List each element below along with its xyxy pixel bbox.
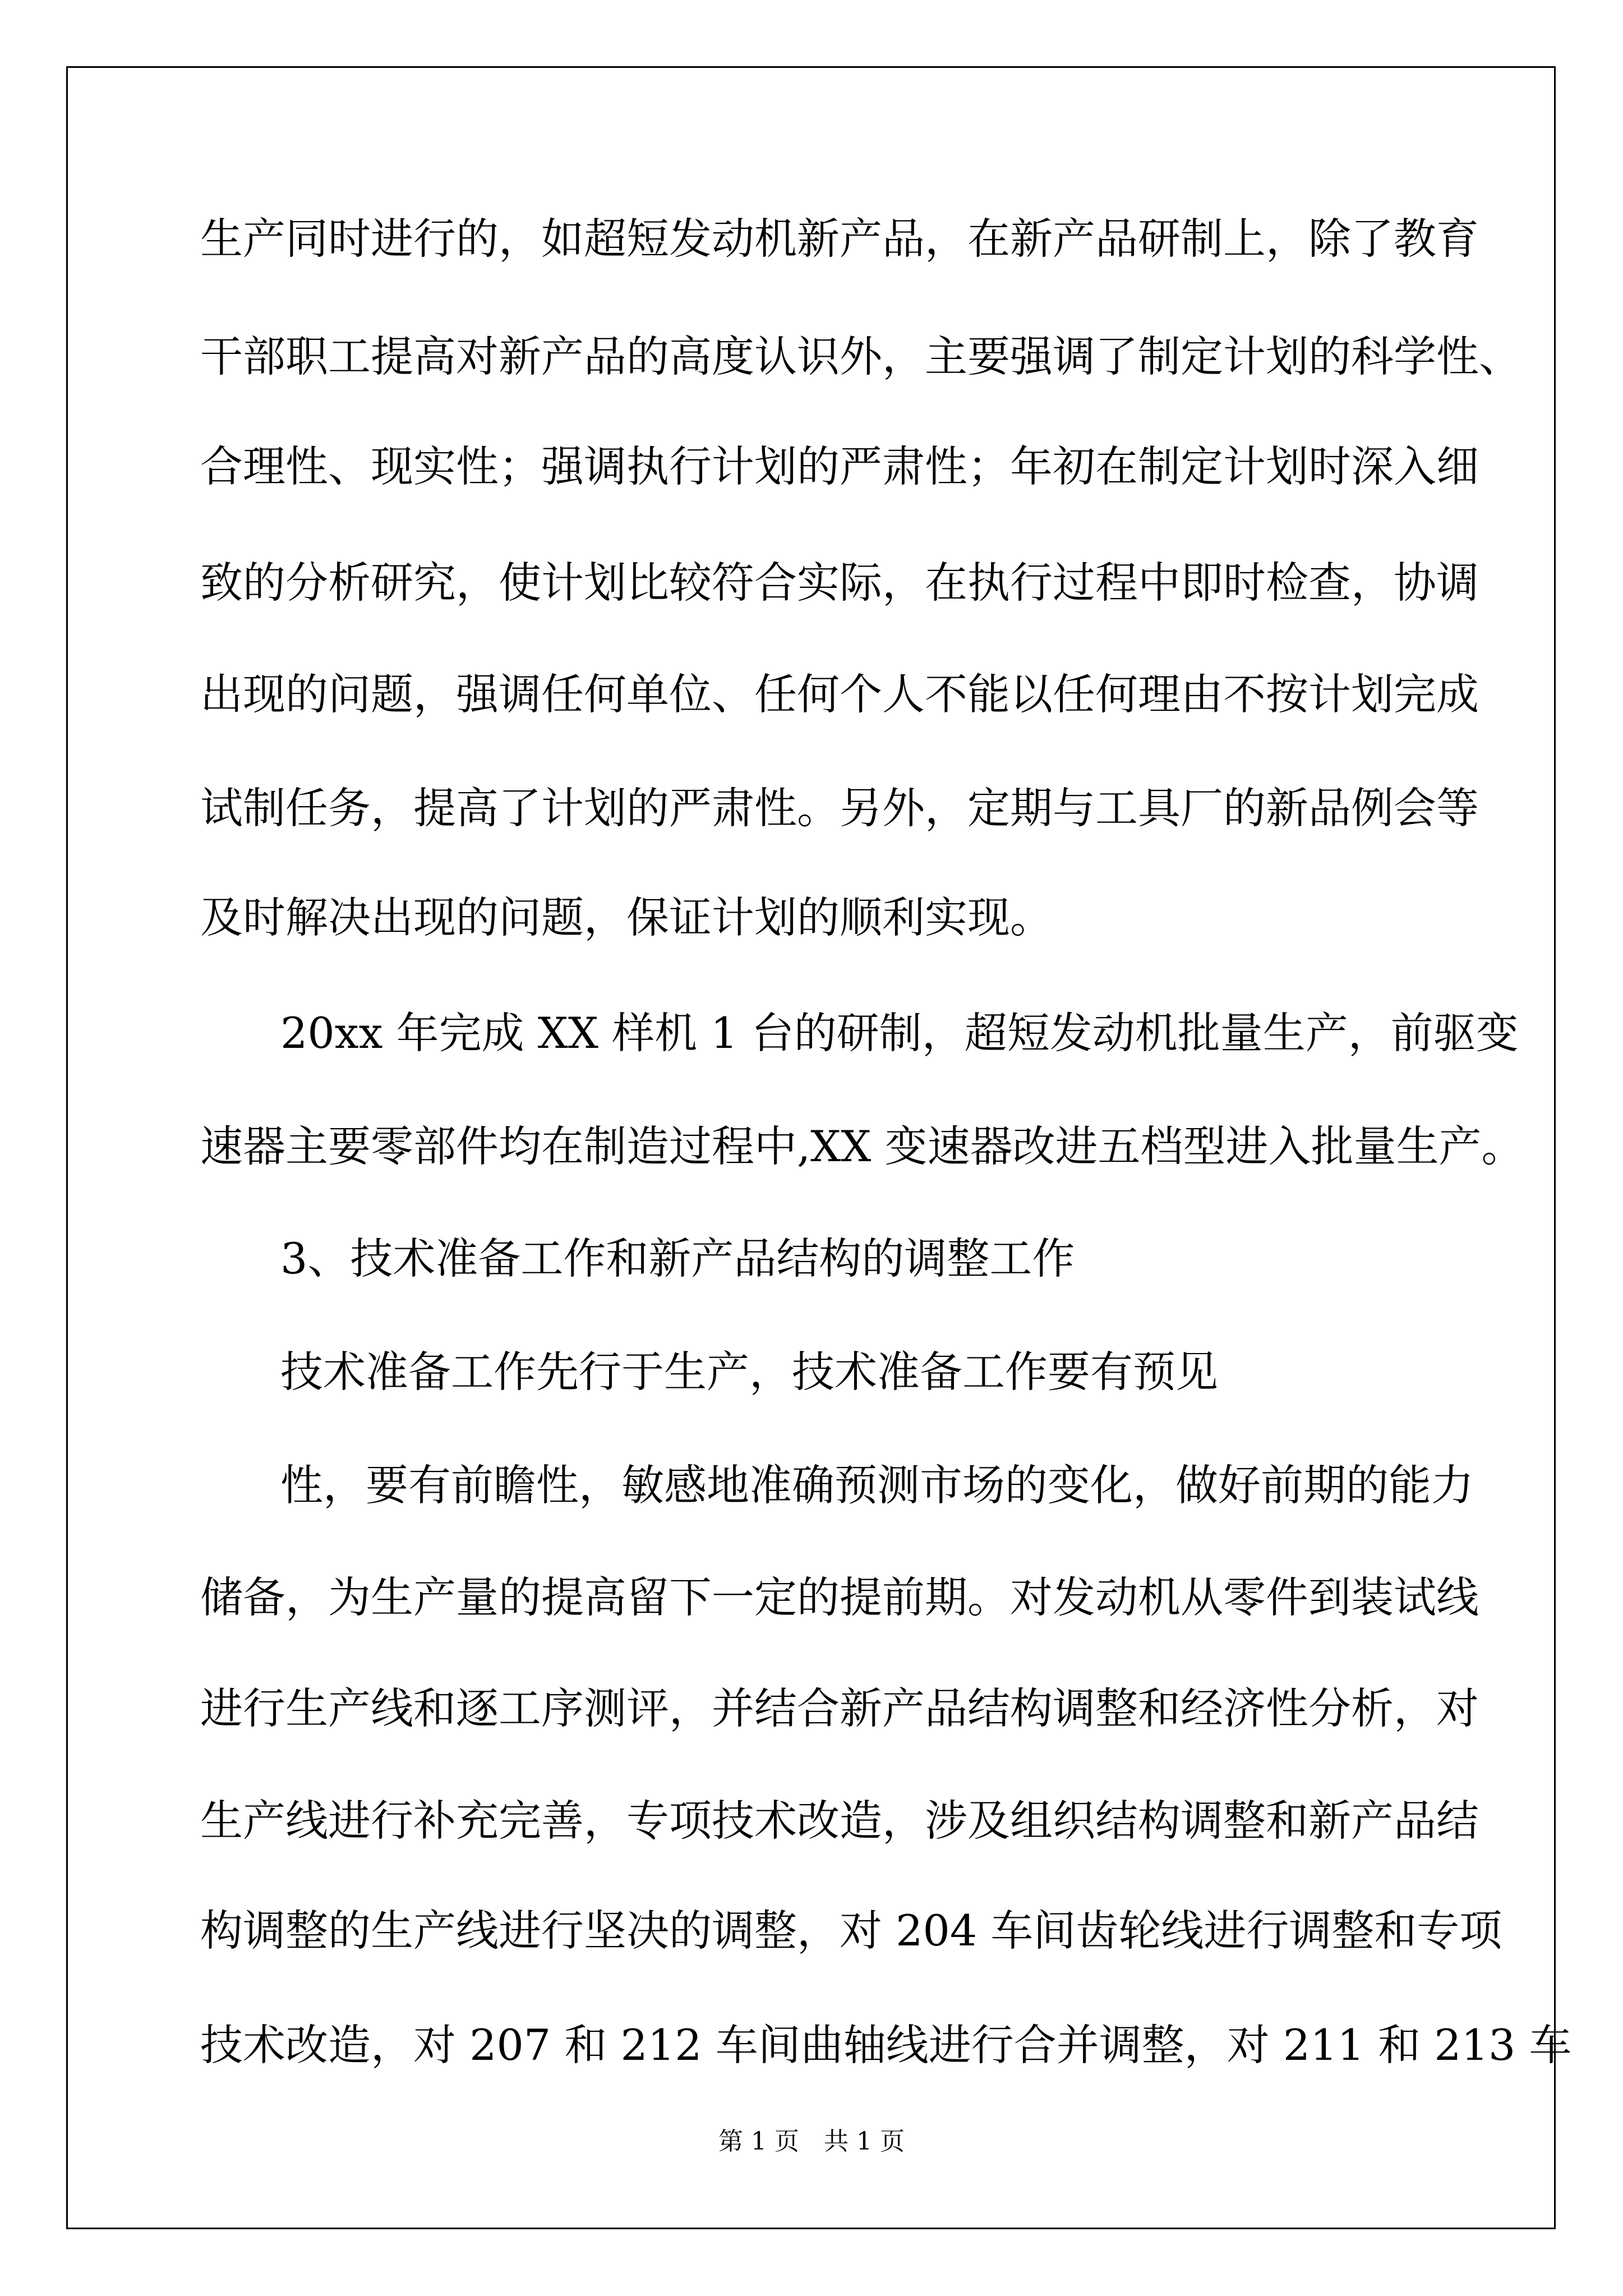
section-heading: 3、技术准备工作和新产品结构的调整工作	[280, 1234, 1075, 1283]
body-line-17: 技术改造，对 207 和 212 车间曲轴线进行合并调整，对 211 和 213 车	[200, 2020, 1572, 2070]
body-line-1: 生产同时进行的，如超短发动机新产品，在新产品研制上，除了教育	[200, 214, 1479, 264]
body-line-12: 性，要有前瞻性，敏感地准确预测市场的变化，做好前期的能力	[280, 1460, 1474, 1510]
body-line-5: 出现的问题，强调任何单位、任何个人不能以任何理由不按计划完成	[200, 669, 1479, 719]
body-line-16: 构调整的生产线进行坚决的调整，对 204 车间齿轮线进行调整和专项	[200, 1906, 1502, 1955]
body-line-11: 技术准备工作先行于生产，技术准备工作要有预见	[280, 1347, 1218, 1397]
body-line-14: 进行生产线和逐工序测评，并结合新产品结构调整和经济性分析，对	[200, 1683, 1479, 1733]
body-line-3: 合理性、现实性；强调执行计划的严肃性；年初在制定计划时深入细	[200, 441, 1479, 491]
body-line-9: 速器主要零部件均在制造过程中,XX 变速器改进五档型进入批量生产。	[200, 1121, 1524, 1171]
page-footer: 第 1 页 共 1 页	[718, 2127, 905, 2156]
body-line-15: 生产线进行补充完善，专项技术改造，涉及组织结构调整和新产品结	[200, 1796, 1479, 1846]
body-line-8: 20xx 年完成 XX 样机 1 台的研制，超短发动机批量生产，前驱变	[280, 1008, 1519, 1058]
body-line-2: 干部职工提高对新产品的高度认识外，主要强调了制定计划的科学性、	[200, 332, 1521, 381]
body-line-7: 及时解决出现的问题，保证计划的顺利实现。	[200, 892, 1053, 942]
body-line-4: 致的分析研究，使计划比较符合实际，在执行过程中即时检查，协调	[200, 558, 1479, 608]
body-line-6: 试制任务，提高了计划的严肃性。另外，定期与工具厂的新品例会等	[200, 783, 1479, 833]
body-line-13: 储备，为生产量的提高留下一定的提前期。对发动机从零件到装试线	[200, 1572, 1479, 1622]
